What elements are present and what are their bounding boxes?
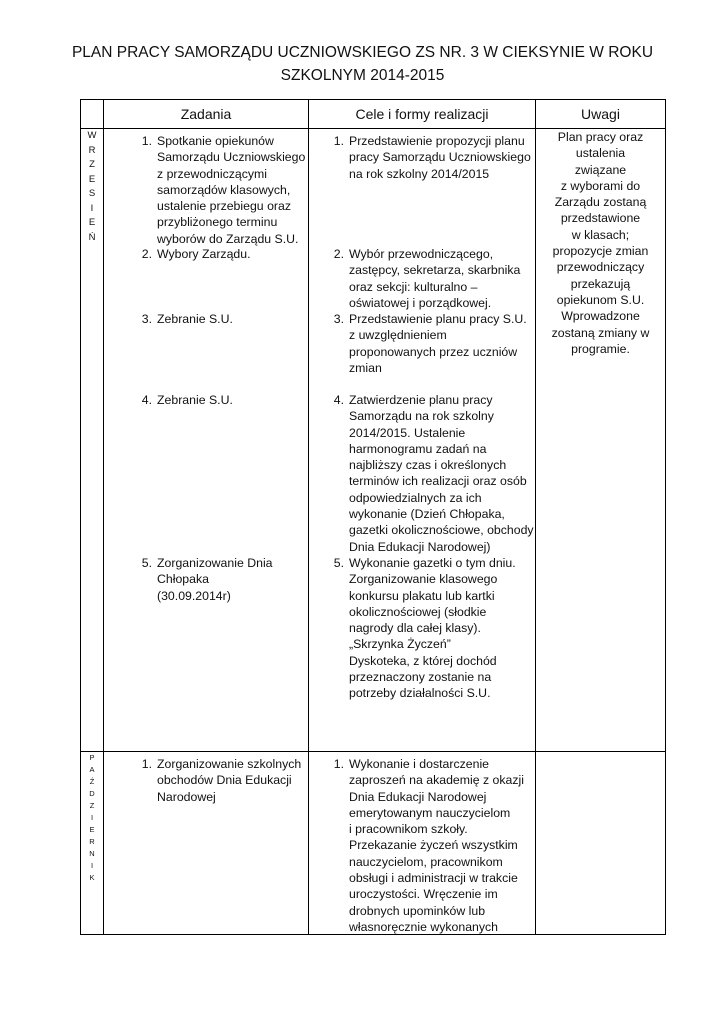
month-letter: D (89, 789, 95, 798)
item-text (349, 246, 535, 311)
goals-cell (309, 752, 536, 935)
month-letter: N (89, 849, 95, 858)
title-line: PLAN PRACY SAMORZĄDU UCZNIOWSKIEGO ZS NR. 3 W CIEKSYNIE W ROKU (71, 44, 654, 61)
item-number: 5. (141, 556, 152, 570)
item-line: Wybory Zarządu. (157, 247, 251, 261)
item-line: (30.09.2014r) (157, 588, 231, 603)
goal-item (309, 133, 535, 182)
item-line: i pracownikom szkoły. (349, 822, 468, 837)
month-letter: Ń (88, 231, 96, 243)
item-line: obsługi i administracji w trakcie (349, 871, 518, 886)
month-letter: I (90, 202, 94, 214)
item-line: Wykonanie i dostarczenie (349, 757, 490, 771)
header-month (81, 100, 104, 129)
item-line: emerytowanym nauczycielom (349, 805, 511, 820)
item-line: oświatowej i porządkowej. (349, 295, 492, 310)
table-row (81, 129, 666, 752)
month-letter: R (88, 144, 96, 156)
item-line: Spotkanie opiekunów (157, 134, 274, 148)
item-text (349, 555, 535, 702)
item-text (157, 311, 308, 327)
notes-cell (536, 752, 666, 935)
item-line: Zebranie S.U. (157, 312, 233, 326)
item-line: drobnych upominków lub (349, 903, 486, 918)
item-line: Samorządu Uczniowskiego (157, 150, 306, 165)
note-line: przedstawione (560, 211, 641, 226)
item-line: konkursu plakatu lub kartki (349, 588, 495, 603)
item-line: Samorządu na rok szkolny (349, 409, 494, 424)
item-line: zaproszeń na akademię z okazji (349, 773, 524, 788)
title-line: SZKOLNYM 2014-2015 (280, 67, 445, 84)
item-text (349, 392, 535, 555)
goals-cell (309, 129, 536, 752)
note-line: Plan pracy oraz (557, 130, 644, 144)
item-line: oraz sekcji: kulturalno – (349, 279, 478, 294)
item-line: obchodów Dnia Edukacji (157, 773, 292, 788)
note-line: związane (574, 162, 627, 177)
item-line: pracy Samorządu Uczniowskiego (349, 150, 531, 165)
goal-item (309, 392, 535, 555)
month-letter: E (88, 217, 96, 228)
note-line: przekazują (570, 276, 631, 291)
item-line: Wykonanie gazetki o tym dniu. (349, 556, 516, 570)
item-line: okolicznościowej (słodkie (349, 604, 487, 619)
header-notes: Uwagi (536, 100, 666, 129)
item-line: Zatwierdzenie planu pracy (349, 393, 493, 407)
header-tasks: Zadania (104, 100, 309, 129)
item-number: 1. (333, 757, 344, 771)
goal-item (309, 311, 535, 376)
item-number: 2. (333, 247, 344, 261)
item-line: nauczycielom, pracownikom (349, 854, 503, 869)
item-line: ustalenie przebiegu oraz (157, 199, 291, 214)
month-cell (81, 129, 104, 752)
goal-item (309, 246, 535, 311)
month-letter: K (89, 873, 95, 882)
note-line: zostaną zmiany w (551, 325, 650, 340)
item-line: najbliższy czas i określonych (349, 458, 507, 473)
month-letter: Z (89, 159, 95, 170)
item-line: Zebranie S.U. (157, 393, 233, 407)
note-line: przewodniczący (556, 260, 645, 275)
item-line: Dnia Edukacji Narodowej) (349, 539, 491, 554)
item-line: Chłopaka (157, 572, 209, 587)
item-line: wykonanie (Dzień Chłopaka, (349, 507, 505, 522)
note-line: z wyborami do (560, 178, 641, 193)
document-title (60, 41, 665, 87)
note-line: programie. (571, 341, 630, 356)
item-line: harmonogramu zadań na (349, 441, 487, 456)
item-line: proponowanych przez uczniów (349, 344, 518, 359)
item-line: „Skrzynka Życzeń” (349, 637, 451, 652)
item-text (349, 133, 535, 182)
goal-item (309, 555, 535, 702)
item-line: nagrody dla całej klasy). (349, 621, 481, 636)
item-text (157, 555, 308, 604)
note-line: Zarządu zostaną (554, 195, 647, 210)
item-line: przybliżonego terminu (157, 215, 278, 230)
item-text (157, 756, 308, 805)
notes-cell (536, 129, 666, 752)
note-line: ustalenia (575, 146, 626, 161)
tasks-cell (104, 129, 309, 752)
note-line: Wprowadzone (561, 309, 640, 324)
item-number: 3. (141, 312, 152, 326)
item-line: Przedstawienie propozycji planu (349, 134, 525, 148)
month-letter: I (90, 861, 94, 870)
tasks-cell (104, 752, 309, 935)
item-line: Zorganizowanie Dnia (157, 556, 273, 570)
item-line: zmian (349, 360, 382, 375)
note-line: opiekunom S.U. (556, 292, 645, 307)
item-line: Wybór przewodniczącego, (349, 247, 494, 261)
item-line: z uwzględnieniem (349, 328, 447, 343)
item-line: 2014/2015. Ustalenie (349, 425, 466, 440)
item-line: z przewodniczącymi (157, 166, 268, 181)
goal-item (309, 756, 535, 935)
item-line: samorządów klasowych, (157, 182, 291, 197)
item-line: Zorganizowanie szkolnych (157, 757, 302, 771)
item-line: Przedstawienie planu pracy S.U. (349, 312, 527, 326)
month-letter: W (87, 130, 97, 141)
plan-table (80, 99, 666, 935)
item-line: na rok szkolny 2014/2015 (349, 166, 490, 181)
item-text (157, 246, 308, 262)
task-item (104, 392, 308, 408)
task-item (104, 311, 308, 327)
month-letter: P (89, 753, 95, 762)
item-line: gazetki okolicznościowe, obchody (349, 523, 534, 538)
item-line: zastępcy, sekretarza, skarbnika (349, 263, 521, 278)
month-letter: I (90, 813, 94, 822)
month-cell (81, 752, 104, 935)
item-line: Przekazanie życzeń wszystkim (349, 838, 518, 853)
item-number: 1. (333, 134, 344, 148)
month-letter: R (89, 837, 95, 846)
item-text (349, 311, 535, 376)
task-item (104, 756, 308, 805)
month-letter: Ź (89, 777, 95, 786)
item-number: 2. (141, 247, 152, 261)
item-line: własnoręcznie wykonanych (349, 919, 499, 934)
table-header-row (81, 100, 666, 129)
item-number: 5. (333, 556, 344, 570)
item-line: Dnia Edukacji Narodowej (349, 789, 487, 804)
task-item (104, 246, 308, 262)
item-line: terminów ich realizacji oraz osób (349, 474, 527, 489)
item-text (157, 392, 308, 408)
task-item (104, 555, 308, 604)
month-letter: Z (89, 801, 95, 810)
item-text (157, 133, 308, 247)
item-number: 4. (333, 393, 344, 407)
item-text (349, 756, 535, 935)
month-letter: S (88, 188, 96, 199)
month-letter: E (89, 825, 95, 834)
item-line: Narodowej (157, 789, 216, 804)
item-line: Dyskoteka, z której dochód (349, 653, 497, 668)
item-number: 1. (141, 134, 152, 148)
month-letter: A (89, 765, 95, 774)
item-line: uroczystości. Wręczenie im (349, 887, 498, 902)
item-line: odpowiedzialnych za ich (349, 490, 482, 505)
item-number: 1. (141, 757, 152, 771)
note-line: propozycje zmian (552, 244, 649, 259)
note-line: w klasach; (571, 227, 630, 242)
header-goals: Cele i formy realizacji (309, 100, 536, 129)
item-number: 4. (141, 393, 152, 407)
item-line: wyborów do Zarządu S.U. (157, 231, 299, 246)
table-row (81, 752, 666, 935)
month-letter: E (88, 173, 96, 185)
item-line: potrzeby działalności S.U. (349, 686, 491, 701)
item-line: przeznaczony zostanie na (349, 670, 492, 685)
item-line: Zorganizowanie klasowego (349, 572, 498, 587)
task-item (104, 133, 308, 247)
item-number: 3. (333, 312, 344, 326)
